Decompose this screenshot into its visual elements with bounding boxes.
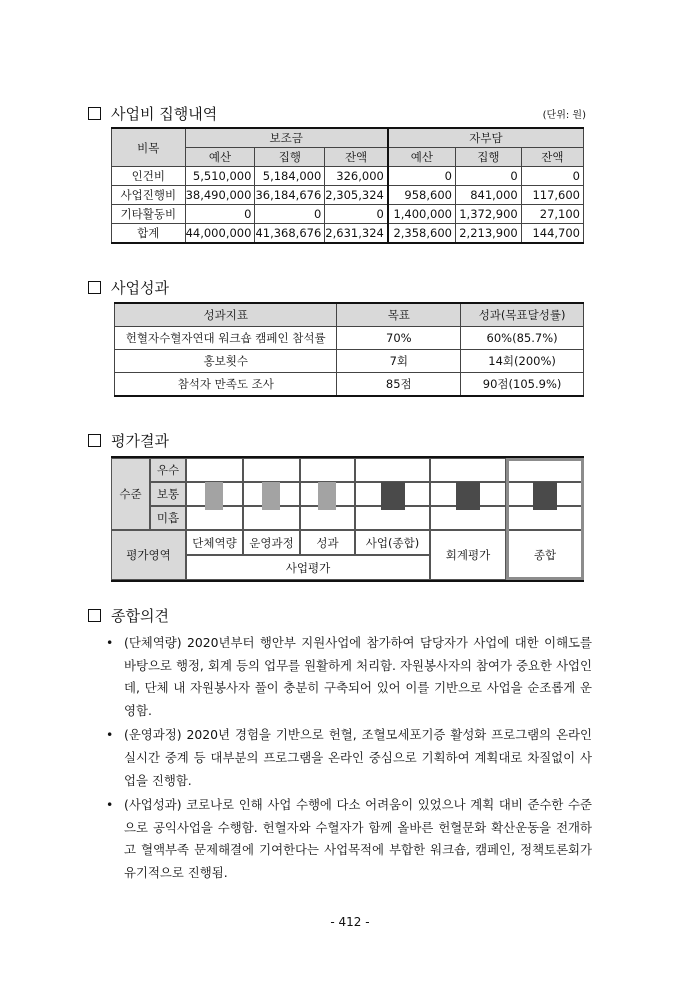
accounting-evaluation-label: 회계평가 (430, 530, 506, 580)
row-label: 합계 (112, 224, 186, 244)
row-label: 사업진행비 (112, 186, 186, 205)
group-self: 자부담 (388, 128, 584, 148)
table-cell: 2,213,900 (455, 224, 521, 244)
table-row-total (112, 224, 584, 244)
section-title-budget: 사업비 집행내역 (88, 103, 217, 124)
table-cell: 2,305,324 (325, 186, 388, 205)
table-row (115, 327, 584, 350)
level-average: 보통 (150, 482, 186, 506)
table-cell: 0 (388, 167, 456, 186)
result-cell: 60%(85.7%) (461, 327, 584, 350)
list-item: • (단체역량) 2020년부터 행안부 지원사업에 참가하여 담당자가 사업에 대한 이해도를 바탕으로 행정, 회계 등의 업무를 원활하게 처리함. 자원봉사자의 참여가 중요한 사업인데, 단체 내 자원봉사자 풀이 충분히 구축되어 있어 이를 기반으로 사업을 순조롭게 운영함. (106, 632, 592, 722)
table-cell: 958,600 (388, 186, 456, 205)
table-cell: 36,184,676 (255, 186, 325, 205)
grid-cell (243, 458, 300, 482)
grid-cell (355, 458, 430, 482)
result-cell: 14회(200%) (461, 350, 584, 373)
table-cell: 0 (325, 205, 388, 224)
section-title-performance: 사업성과 (88, 277, 169, 298)
indicator-cell: 헌혈자수혈자연대 워크숍 캠페인 참석률 (115, 327, 337, 350)
result-bar-outcome (318, 482, 336, 510)
table-cell: 0 (455, 167, 521, 186)
overall-highlight-frame (506, 458, 584, 580)
sub-header: 예산 (388, 148, 456, 167)
col-target: 목표 (337, 303, 461, 327)
table-cell: 0 (185, 205, 255, 224)
table-row (115, 350, 584, 373)
indicator-cell: 참석자 만족도 조사 (115, 373, 337, 397)
performance-table (114, 302, 584, 397)
result-bar-process (262, 482, 280, 510)
list-item: • (운영과정) 2020년 경험을 기반으로 헌혈, 조혈모세포기증 활성화 프로그램의 온라인 실시간 중계 등 대부분의 프로그램을 온라인 중심으로 기획하여 계획대로 차질없이 사업을 진행함. (106, 724, 592, 792)
sub-header: 잔액 (325, 148, 388, 167)
col-indicator: 성과지표 (115, 303, 337, 327)
area-capacity: 단체역량 (186, 530, 243, 555)
overall-label: 종합 (506, 530, 584, 580)
target-cell: 7회 (337, 350, 461, 373)
bullet-icon: • (106, 635, 114, 650)
table-cell: 27,100 (521, 205, 583, 224)
grid-cell (300, 458, 355, 482)
level-poor: 미흡 (150, 506, 186, 530)
level-label: 수준 (111, 458, 150, 530)
section-title-evaluation: 평가결과 (88, 430, 169, 451)
row-label: 기타활동비 (112, 205, 186, 224)
col-result: 성과(목표달성률) (461, 303, 584, 327)
table-cell: 144,700 (521, 224, 583, 244)
table-row (112, 167, 584, 186)
checkbox-square-icon (88, 609, 101, 622)
table-row (112, 205, 584, 224)
table-cell: 1,400,000 (388, 205, 456, 224)
area-project-overall: 사업(종합) (355, 530, 430, 555)
table-cell: 38,490,000 (185, 186, 255, 205)
result-cell: 90점(105.9%) (461, 373, 584, 397)
result-bar-accounting (456, 482, 480, 510)
table-cell: 326,000 (325, 167, 388, 186)
grid-cell (430, 458, 506, 482)
table-row (115, 373, 584, 397)
table-cell: 41,368,676 (255, 224, 325, 244)
bullet-icon: • (106, 727, 114, 743)
sub-header: 잔액 (521, 148, 583, 167)
table-cell: 1,372,900 (455, 205, 521, 224)
area-label: 평가영역 (111, 530, 186, 580)
budget-table (111, 127, 584, 244)
table-cell: 5,510,000 (185, 167, 255, 186)
table-cell: 841,000 (455, 186, 521, 205)
section-title-opinion: 종합의견 (88, 605, 169, 626)
sub-header: 예산 (185, 148, 255, 167)
sub-header: 집행 (255, 148, 325, 167)
checkbox-square-icon (88, 434, 101, 447)
bullet-icon: • (106, 797, 114, 813)
evaluation-grid (111, 456, 584, 582)
checkbox-square-icon (88, 281, 101, 294)
row-label: 인건비 (112, 167, 186, 186)
table-cell: 0 (521, 167, 583, 186)
target-cell: 85점 (337, 373, 461, 397)
checkbox-square-icon (88, 107, 101, 120)
list-item: • (사업성과) 코로나로 인해 사업 수행에 다소 어려움이 있었으나 계획 대비 준수한 수준으로 공익사업을 수행함. 헌혈자와 수혈자가 함께 올바른 헌혈문화 확산운동을 전개하고 혈액부족 문제해결에 기여한다는 사업목적에 부합한 워크숍, 캠페인, 정책토론회가 유기적으로 진행됨. (106, 794, 592, 884)
result-bar-project-overall (381, 482, 405, 510)
table-cell: 2,358,600 (388, 224, 456, 244)
area-process: 운영과정 (243, 530, 300, 555)
table-cell: 2,631,324 (325, 224, 388, 244)
col-item: 비목 (112, 128, 186, 167)
table-cell: 0 (255, 205, 325, 224)
page-number: - 412 - (330, 915, 370, 929)
table-cell: 5,184,000 (255, 167, 325, 186)
unit-label: (단위: 원) (542, 110, 586, 121)
grid-cell (186, 458, 243, 482)
table-cell: 44,000,000 (185, 224, 255, 244)
target-cell: 70% (337, 327, 461, 350)
project-evaluation-label: 사업평가 (186, 555, 430, 580)
table-row (112, 186, 584, 205)
table-cell: 117,600 (521, 186, 583, 205)
opinion-list (106, 632, 592, 887)
indicator-cell: 홍보횟수 (115, 350, 337, 373)
result-bar-capacity (205, 482, 223, 510)
group-subsidy: 보조금 (185, 128, 388, 148)
level-excellent: 우수 (150, 458, 186, 482)
area-outcome: 성과 (300, 530, 355, 555)
sub-header: 집행 (455, 148, 521, 167)
